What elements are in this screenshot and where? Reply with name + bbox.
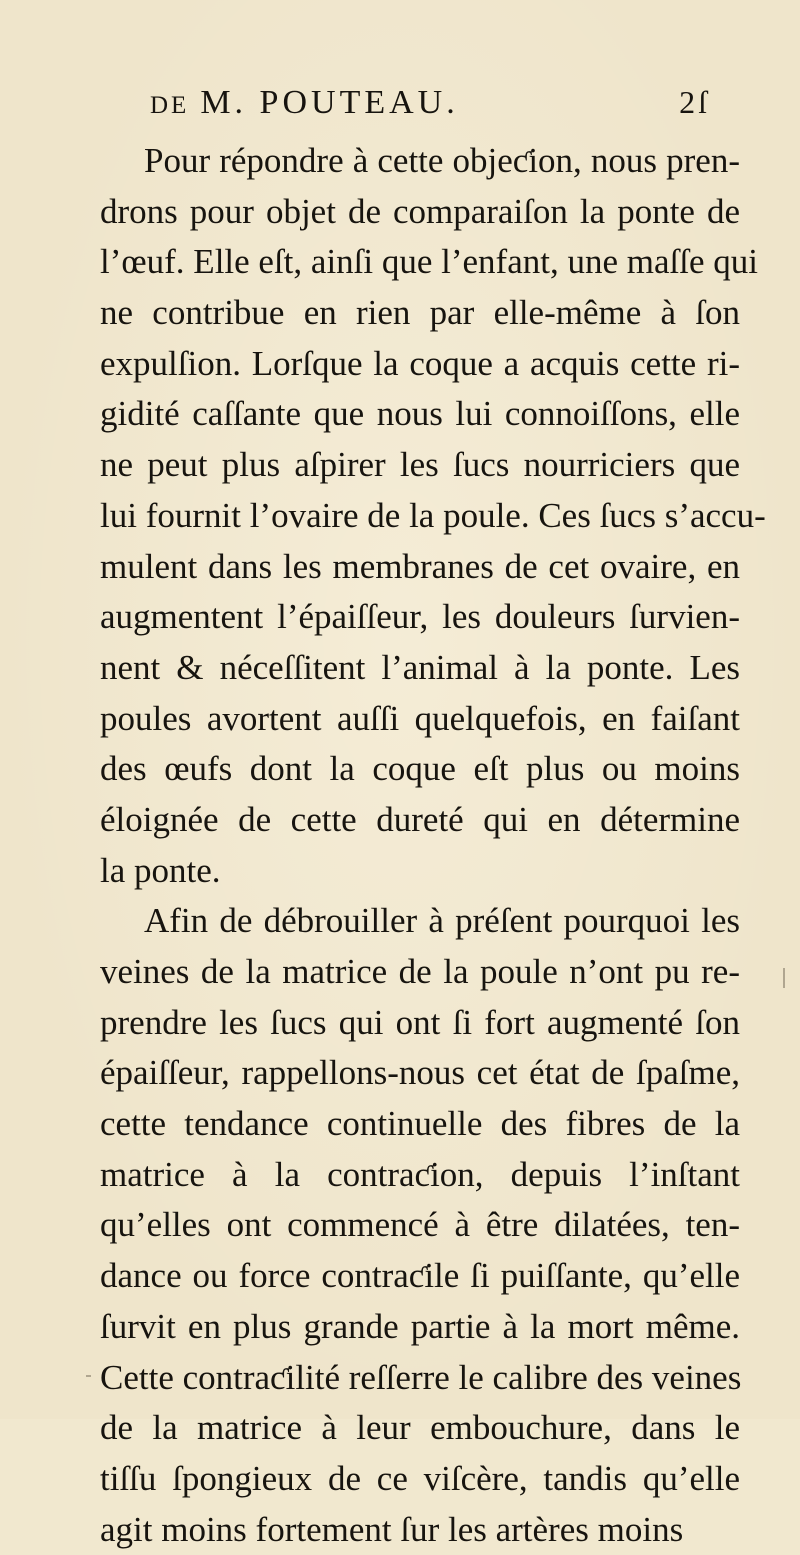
- text-line: épaiſſeur, rappellons-nous cet état de ſpaſme,: [100, 1053, 740, 1093]
- running-head-prefix: DE: [150, 92, 190, 119]
- text-line: lui fournit l’ovaire de la poule. Ces ſucs s’accu-: [100, 495, 766, 535]
- page-header: [150, 84, 710, 134]
- text-line: gidité caſſante que nous lui connoiſſons, elle: [100, 394, 740, 434]
- text-line: poules avortent auſſi quelquefois, en faiſant: [100, 698, 740, 738]
- text-line: tiſſu ſpongieux de ce viſcère, tandis qu’elle: [100, 1458, 740, 1498]
- text-line: augmentent l’épaiſſeur, les douleurs ſurvien-: [100, 597, 740, 637]
- text-line: agit moins fortement ſur les artères moins: [100, 1509, 684, 1549]
- running-head-author: M. POUTEAU.: [200, 84, 459, 121]
- text-line: dance ou force contraƈile ſi puiſſante, qu’elle: [100, 1256, 740, 1296]
- text-line: expulſion. Lorſque la coque a acquis cette ri-: [100, 343, 740, 383]
- text-line: Afin de débrouiller à préſent pourquoi les: [144, 901, 740, 941]
- text-line: prendre les ſucs qui ont ſi fort augmenté ſon: [100, 1002, 740, 1042]
- paper-mark: [783, 968, 785, 988]
- text-line: drons pour objet de comparaiſon la ponte de: [100, 191, 740, 231]
- text-line: nent & néceſſitent l’animal à la ponte. Les: [100, 647, 740, 687]
- text-line: la ponte.: [100, 850, 221, 890]
- text-line: de la matrice à leur embouchure, dans le: [100, 1408, 740, 1448]
- text-line: veines de la matrice de la poule n’ont pu re-: [100, 952, 740, 991]
- text-line: cette tendance continuelle des fibres de la: [100, 1104, 740, 1144]
- text-line: qu’elles ont commencé à être dilatées, ten-: [100, 1205, 740, 1245]
- paragraph-1: [100, 136, 766, 896]
- body-text: [100, 136, 766, 1555]
- text-line: mulent dans les membranes de cet ovaire, en: [100, 546, 740, 586]
- running-head: [150, 84, 459, 122]
- text-line: ſurvit en plus grande partie à la mort même.: [100, 1306, 740, 1346]
- text-line: éloignée de cette dureté qui en détermine: [100, 799, 740, 839]
- text-line: Cette contraƈilité reſſerre le calibre des veines: [100, 1357, 742, 1397]
- text-line: Pour répondre à cette objeƈion, nous pren-: [144, 141, 740, 180]
- paragraph-2: [100, 896, 740, 1555]
- text-line: matrice à la contraƈion, depuis l’inſtant: [100, 1154, 740, 1194]
- paper-mark: [86, 1375, 91, 1377]
- text-line: ne contribue en rien par elle-même à ſon: [100, 293, 740, 333]
- text-line: des œufs dont la coque eſt plus ou moins: [100, 749, 740, 789]
- page-number: 2ſ: [679, 84, 710, 120]
- text-line: l’œuf. Elle eſt, ainſi que l’enfant, une maſſe qui: [100, 242, 758, 282]
- text-line: ne peut plus aſpirer les ſucs nourriciers que: [100, 445, 740, 485]
